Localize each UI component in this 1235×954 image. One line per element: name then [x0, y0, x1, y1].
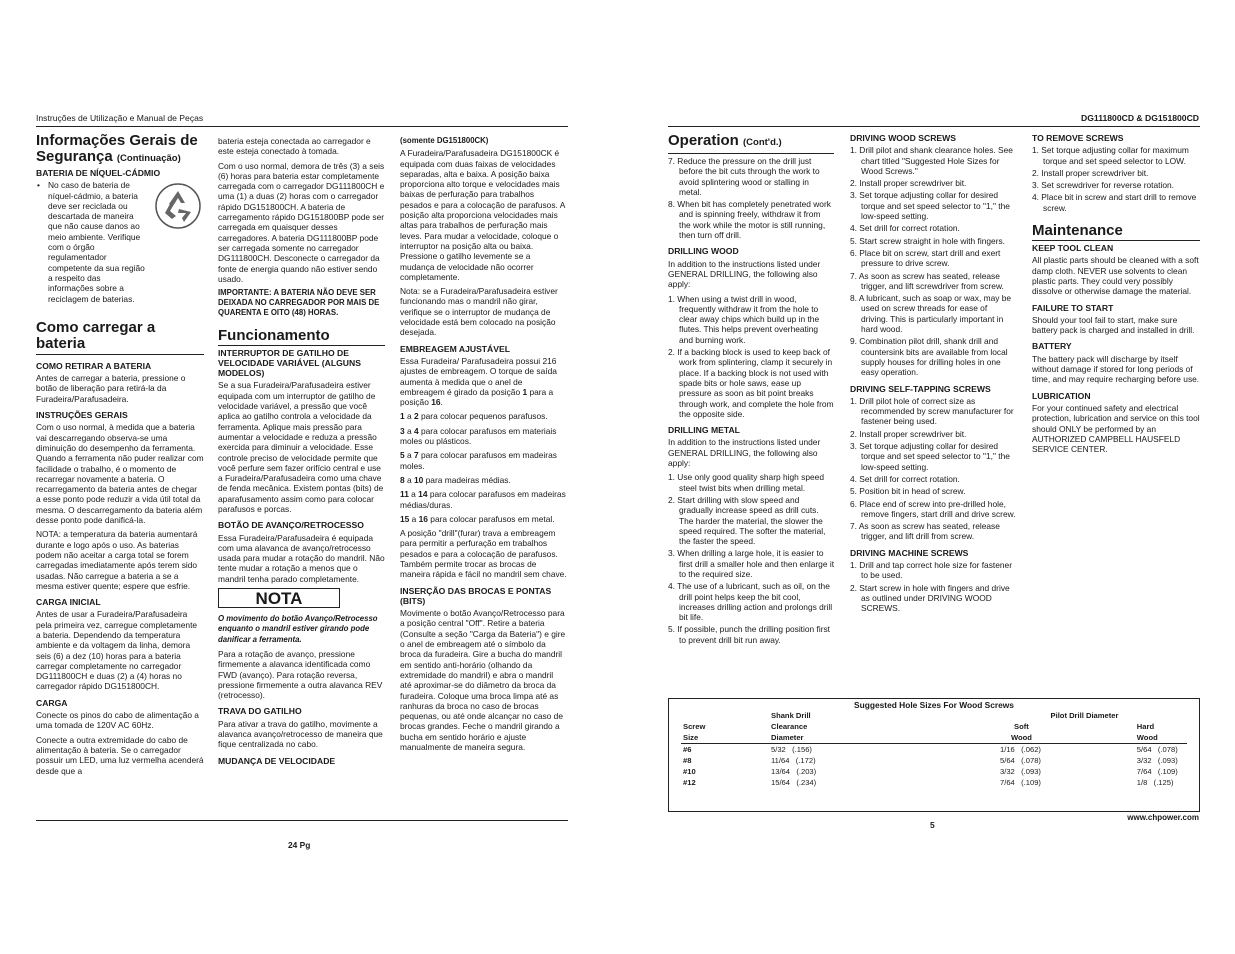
table-header-row-1: [681, 710, 1187, 721]
trigger-lock-text: Para ativar a trava do gatilho, movimente a alavanca avanço/retrocesso de maneira que fique centralizada no cabo.: [218, 718, 383, 750]
table-row: [681, 744, 1187, 756]
wood-screws-step-2: 2. Install proper screwdriver bit.: [850, 178, 967, 189]
drilling-wood-step-1: 1. When using a twist drill in wood, frequently withdraw it from the hole to clear away chips which build up in the flutes. This helps prevent overheating and burning work.: [668, 293, 820, 345]
gear-range-note: Nota: se a Furadeira/Parafusadeira estiver funcionando mas o mandril não girar, verifique se o interruptor de mudança de velocidade está bem colocado na posição desejada.: [400, 286, 558, 338]
table-header-row-2: [681, 721, 1187, 732]
header-screw-2: Size: [683, 733, 699, 742]
cell-size: #8: [683, 756, 692, 765]
machine-screws-step-1: 1. Drill and tap correct hole size for fastener to be used.: [850, 559, 1012, 581]
self-tapping-step-2: 2. Install proper screwdriver bit.: [850, 428, 967, 439]
battery-text: The battery pack will discharge by itself without damage if stored for long periods of time, and may require recharging before use.: [1032, 353, 1200, 385]
self-tapping-step-5: 5. Position bit in head of screw.: [850, 486, 966, 497]
header-shank-2: Clearance: [771, 722, 808, 731]
operation-steps: [668, 156, 834, 240]
charge-time-text: Com o uso normal, demora de três (3) a seis (6) horas para bateria estar completamente carregada com o carregador DG111800CH e uma (1) a duas (2) horas com o carregador rápido DG151800CH. A bateria de carregamento rápido DG151800BP pode ser carregada em quaisquer desses carregadores. A bateria DG111800BP pode ser carregada somente no carregador DG111800CH. Desconecte o carregador da fonte de energia quando não estiver sendo usado.: [218, 160, 385, 284]
general-instructions-heading: INSTRUÇÕES GERAIS: [36, 410, 128, 421]
insert-bits-heading: INSERÇÃO DAS BROCAS E PONTAS (BITS): [400, 585, 552, 606]
drilling-metal-steps: [668, 472, 834, 645]
failure-start-heading: FAILURE TO START: [1032, 302, 1114, 313]
header-hard-2: Wood: [1136, 733, 1158, 742]
left-page-header: Instruções de Utilização e Manual de Peças: [36, 113, 204, 123]
cell-shank: 5/32 (.156): [771, 745, 812, 754]
cell-hard: 5/64 (.078): [1136, 745, 1178, 754]
clutch-setting-1: 1 a 2 para colocar pequenos parafusos.: [400, 411, 548, 422]
cell-hard: 3/32 (.093): [1136, 756, 1178, 765]
clutch-setting-2: 3 a 4 para colocar parafusos em materiais moles ou plásticos.: [400, 425, 557, 447]
left-header-rule: [36, 126, 568, 127]
right-header-rule: [668, 126, 1200, 127]
self-tapping-heading: DRIVING SELF-TAPPING SCREWS: [850, 383, 991, 394]
nicad-text: • No caso de bateria de níquel-cádmio, a bateria deve ser reciclada ou descartada de maneira que não cause danos ao meio ambiente. Verifique com o órgão regulamentador competente da sua região a respeito das informações sobre a reciclagem de baterias.: [36, 180, 204, 304]
only-model-heading: (somente DG151800CK): [400, 136, 489, 145]
general-instructions-text: Com o uso normal, à medida que a bateria vai descarregando observa-se uma diminuição do desempenho da ferramenta. Quando a ferramenta não puder realizar com facilidade o trabalho, é o momento de recarregar novamente a bateria. O recarregamento da bateria antes de chegar a esse ponto pode reduzir a vida útil total da mesma. O descarregamento da bateria além desse ponto pode danificá-la.: [36, 422, 204, 526]
drilling-wood-intro: In addition to the instructions listed under GENERAL DRILLING, the following also apply:: [668, 258, 821, 290]
drilling-wood-steps: [668, 294, 834, 420]
nicad-heading: BATERIA DE NÍQUEL-CÁDMIO: [36, 168, 161, 178]
wood-screws-step-9: 9. Combination pilot drill, shank drill and countersink bits are available from local supply houses for drilling holes in one easy operation.: [850, 336, 1008, 378]
forward-rotation-text: Para a rotação de avanço, pressione firmemente a alavanca identificada como FWD (avanço). Para rotação reversa, pressione firmemente a outra alavanca REV (retrocesso).: [218, 648, 383, 701]
nota-text: O movimento do botão Avanço/Retrocesso enquanto o mandril estiver girando pode danificar a ferramenta.: [218, 614, 378, 644]
wood-screws-step-4: 4. Set drill for correct rotation.: [850, 223, 960, 234]
charge-heading: CARGA: [36, 697, 68, 708]
drilling-metal-step-1: 1. Use only good quality sharp high speed steel twist bits when drilling metal.: [668, 472, 824, 493]
drilling-wood-heading: DRILLING WOOD: [668, 246, 739, 257]
remove-screws-heading: TO REMOVE SCREWS: [1032, 133, 1124, 143]
right-page-number: 5: [930, 820, 935, 830]
important-warning: IMPORTANTE: A BATERIA NÃO DEVE SER DEIXADA NO CARREGADOR POR MAIS DE QUARENTA E OITO (48) HORAS.: [218, 288, 380, 317]
cell-soft: 3/32 (.093): [1000, 767, 1041, 776]
initial-charge-heading: CARGA INICIAL: [36, 597, 101, 608]
gear-range-text: A Furadeira/Parafusadeira DG151800CK é equipada com duas faixas de velocidades separadas, alta e baixa. A posição baixa proporciona alto torque e velocidades mais baixas de perfuração para trabalhos pesados e para a colocação de parafusos. A posição alta proporciona velocidades mais altas para trabalhos de perfuração mais leves. Para mudar a velocidade, coloque o interruptor na posição alta ou baixa. Pressione o gatilho levemente se a mudança de velocidade não ocorrer completamente.: [400, 148, 565, 282]
section-title-operation: Operation (Cont'd.): [668, 133, 834, 154]
header-shank-1: Shank Drill: [771, 711, 811, 720]
lubrication-text: For your continued safety and electrical protection, lubrication and service on this tool should ONLY be performed by an AUTHORIZED CAMPBELL HAUSFELD SERVICE CENTER.: [1032, 402, 1200, 455]
drill-position-text: A posição "drill"(furar) trava a embreagem para permitir a perfuração em trabalhos pesados e para a colocação de parafusos. Também permite trocar as brocas de maneira rápida e fácil no mandril sem chave.: [400, 528, 567, 580]
drilling-wood-step-2: 2. If a backing block is used to keep back of work from splintering, clamp it securely in place. If a backing block is not used with spade bits or hole saws, ease up pressure as soon as bit point breaks through work, and complete the hole from the opposite side.: [668, 347, 834, 419]
keep-clean-heading: KEEP TOOL CLEAN: [1032, 243, 1114, 254]
left-footer-rule: [36, 820, 568, 821]
wood-screws-step-5: 5. Start screw straight in hole with fingers.: [850, 235, 1006, 246]
hole-sizes-table: [681, 710, 1187, 788]
table-row: [681, 777, 1187, 788]
wood-screws-step-3: 3. Set torque adjusting collar for desired torque and set speed selector to "1," the low-speed setting.: [850, 190, 1010, 222]
drilling-metal-intro: In addition to the instructions listed under GENERAL DRILLING, the following also apply:: [668, 437, 821, 469]
speed-change-heading: MUDANÇA DE VELOCIDADE: [218, 755, 336, 766]
website-link[interactable]: www.chpower.com: [1127, 813, 1199, 822]
operation-step-2: 8. When bit has completely penetrated work and is spinning freely, withdraw it from the work while the motor is still running, then turn off drill.: [668, 199, 831, 241]
clutch-setting-3: 5 a 7 para colocar parafusos em madeiras moles.: [400, 450, 557, 471]
charger-continued-text: bateria esteja conectada ao carregador e este esteja conectado à tomada.: [218, 136, 371, 157]
table-header-row-3: [681, 732, 1187, 744]
remove-screws-steps: [1032, 145, 1200, 213]
battery-heading: BATTERY: [1032, 341, 1072, 352]
clutch-text: Essa Furadeira/ Parafusadeira possui 216 ajustes de embreagem. O torque de saída aumenta à medida que o anel de embreagem é girado da posição 1 para a posição 16.: [400, 355, 557, 408]
wood-screws-step-7: 7. As soon as screw has seated, release trigger, and lift screwdriver from screw.: [850, 270, 1004, 291]
remove-battery-heading: COMO RETIRAR A BATERIA: [36, 360, 152, 371]
adjustable-clutch-heading: EMBREAGEM AJUSTÁVEL: [400, 343, 510, 354]
charge-text-1: Conecte os pinos do cabo de alimentação a uma tomada de 120V AC 60Hz.: [36, 710, 199, 731]
section-title-operation-pt: Funcionamento: [218, 328, 385, 346]
wood-screws-steps: [850, 145, 1016, 377]
drilling-metal-heading: DRILLING METAL: [668, 425, 740, 436]
self-tapping-step-1: 1. Drill pilot hole of correct size as recommended by screw manufacturer for fastener being used.: [850, 395, 1014, 427]
cell-shank: 11/64 (.172): [771, 756, 816, 765]
column-4: [668, 133, 834, 647]
column-5: [850, 133, 1016, 615]
wood-screws-step-6: 6. Place bit on screw, start drill and exert pressure to drive screw.: [850, 247, 1001, 269]
section-title-charging: Como carregar a bateria: [36, 320, 204, 355]
machine-screws-heading: DRIVING MACHINE SCREWS: [850, 547, 969, 558]
remove-screws-step-1: 1. Set torque adjusting collar for maximum torque and set speed selector to LOW.: [1032, 145, 1189, 166]
hole-sizes-table-box: [668, 698, 1200, 812]
trigger-switch-heading: INTERRUPTOR DE GATILHO DE VELOCIDADE VARIÁVEL (ALGUNS MODELOS): [218, 347, 361, 379]
remove-battery-text: Antes de carregar a bateria, pressione o botão de liberação para retirá-la da Furadeira/Parafusadeira.: [36, 373, 186, 404]
cell-hard: 1/8 (.125): [1136, 778, 1174, 787]
header-screw-1: Screw: [683, 722, 706, 731]
header-soft-1: Soft: [1014, 722, 1029, 731]
forward-reverse-heading: BOTÃO DE AVANÇO/RETROCESSO: [218, 520, 364, 531]
drilling-metal-step-4: 4. The use of a lubricant, such as oil, on the drill point helps keep the bit cool, increases drilling action and prolongs drill bit life.: [668, 581, 833, 623]
cell-size: #6: [683, 745, 692, 754]
machine-screws-step-2: 2. Start screw in hole with fingers and drive as outlined under DRIVING WOOD SCREWS.: [850, 582, 1010, 614]
cell-soft: 7/64 (.109): [1000, 778, 1041, 787]
cell-shank: 15/64 (.234): [771, 778, 817, 787]
self-tapping-step-7: 7. As soon as screw has seated, release trigger, and lift drill from screw.: [850, 521, 1000, 542]
column-3: [400, 136, 567, 756]
table-row: [681, 766, 1187, 777]
cell-soft: 1/16 (.062): [1000, 745, 1041, 754]
nicad-block: [36, 180, 204, 304]
drilling-metal-step-5: 5. If possible, punch the drilling position first to prevent drill bit run away.: [668, 624, 831, 645]
self-tapping-step-4: 4. Set drill for correct rotation.: [850, 473, 960, 484]
clutch-setting-4: 8 a 10 para madeiras médias.: [400, 474, 511, 485]
header-pilot: Pilot Drill Diameter: [1050, 711, 1119, 720]
battery-temperature-note: NOTA: a temperatura da bateria aumentará durante e logo após o uso. As baterias podem não aceitar a carga total se forem carregadas imediatamente após terem sido usadas. Não carregue a bateria a se a mesma estiver quente; espere que esfrie.: [36, 529, 198, 591]
drilling-metal-step-3: 3. When drilling a large hole, it is easier to first drill a smaller hole and then enlarge it to the required size.: [668, 548, 835, 579]
wood-screws-step-1: 1. Drill pilot and shank clearance holes. See chart titled "Suggested Hole Sizes for Wood Screws.": [850, 145, 1013, 176]
section-title-safety: Informações Gerais de Segurança (Continuação): [36, 132, 198, 165]
insert-bits-text: Movimente o botão Avanço/Retrocesso para a posição central "Off". Retire a bateria (Consulte a seção "Carga da Bateria") e gire o anel de embreagem até o símbolo da broca da furadeira. Gire a bucha do mandril em sentido anti-horário (olhando da extremidade do mandril) e abra o mandril até aproximar-se do diâmetro da broca da furadeira. Coloque uma broca limpa até as ranhuras da broca no caso de brocas pequenas, ou até onde alcançar no caso de brocas grandes. Feche o mandril girando a bucha em sentido horário e ajuste manualmente de maneira segura.: [400, 608, 566, 753]
initial-charge-text: Antes de usar a Furadeira/Parafusadeira pela primeira vez, carregue completamente a bateria. Dependendo da temperatura ambiente e da voltagem da linha, demora seis (6) a dez (10) horas para a bateria carregar completamente no carregador DG111800CH e duas (2) a (4) horas no carregador rápido DG151800CH.: [36, 609, 198, 692]
self-tapping-step-6: 6. Place end of screw into pre-drilled hole, remove fingers, start drill and drive screw.: [850, 498, 1016, 519]
wood-screws-heading: DRIVING WOOD SCREWS: [850, 133, 956, 143]
operation-step-1: 7. Reduce the pressure on the drill just before the bit cuts through the work to avoid splintering wood or stalling in metal.: [668, 156, 820, 197]
cell-size: #10: [683, 767, 696, 776]
cell-size: #12: [683, 778, 696, 787]
clutch-settings-list: [400, 411, 567, 524]
header-hard-1: Hard: [1136, 722, 1155, 731]
wood-screws-step-8: 8. A lubricant, such as soap or wax, may be used on screw threads for ease of driving. This is particularly important in hard wood.: [850, 293, 1012, 335]
self-tapping-steps: [850, 396, 1016, 542]
charge-text-2: Conecte a outra extremidade do cabo de alimentação à bateria. Se o carregador possuir um LED, uma luz vermelha acenderá desde que a: [36, 734, 204, 776]
remove-screws-step-2: 2. Install proper screwdriver bit.: [1032, 167, 1149, 178]
column-1: [36, 133, 204, 780]
clutch-setting-6: 15 a 16 para colocar parafusos em metal.: [400, 513, 555, 524]
trigger-lock-heading: TRAVA DO GATILHO: [218, 706, 302, 717]
cell-soft: 5/64 (.078): [1000, 756, 1041, 765]
clutch-setting-5: 11 a 14 para colocar parafusos em madeiras médias/duras.: [400, 489, 566, 510]
remove-screws-step-3: 3. Set screwdriver for reverse rotation.: [1032, 180, 1174, 191]
self-tapping-step-3: 3. Set torque adjusting collar for desired torque and set speed selector to "1," the low-speed setting.: [850, 441, 1010, 472]
trigger-switch-text: Se a sua Furadeira/Parafusadeira estiver equipada com um interruptor de gatilho de velocidade variável, a pressão que você aplica ao gatilho controla a velocidade da ferramenta. Aplique mais pressão para aumentar a velocidade e reduza a pressão exercida para diminuir a velocidade. Esse controle preciso de velocidade permite que você perfure sem fazer orifício central e use a Furadeira/Parafusadeira como uma chave de fenda mecânica. Existem pontas (bits) de aparafusamento assim como para colocar parafusos e porcas.: [218, 380, 384, 514]
section-title-maintenance: Maintenance: [1032, 223, 1200, 241]
table-title: Suggested Hole Sizes For Wood Screws: [854, 700, 1014, 710]
nota-box: NOTA: [218, 588, 340, 608]
lubrication-heading: LUBRICATION: [1032, 390, 1091, 401]
machine-screws-steps: [850, 560, 1016, 613]
forward-reverse-text: Essa Furadeira/Parafusadeira é equipada com uma alavanca de avanço/retrocesso usada para mudar a rotação do mandril. Não tente mudar a rotação a menos que o mandril tenha parado completamente.: [218, 532, 385, 584]
drilling-metal-step-2: 2. Start drilling with slow speed and gradually increase speed as drill cuts. The harder the material, the slower the speed required. The softer the material, the faster the speed.: [668, 494, 826, 547]
keep-clean-text: All plastic parts should be cleaned with a soft damp cloth. NEVER use solvents to clean plastic parts. They could very possibly dissolve or otherwise damage the material.: [1032, 255, 1199, 297]
failure-start-text: Should your tool fail to start, make sure battery pack is charged and installed in drill.: [1032, 314, 1195, 336]
remove-screws-step-4: 4. Place bit in screw and start drill to remove screw.: [1032, 192, 1197, 213]
left-page-number: 24 Pg: [288, 840, 311, 850]
table-row: [681, 755, 1187, 766]
header-soft-2: Wood: [1011, 733, 1032, 742]
header-shank-3: Diameter: [771, 733, 804, 742]
cell-hard: 7/64 (.109): [1136, 767, 1178, 776]
right-page-header: DG111800CD & DG151800CD: [1081, 113, 1199, 123]
column-6: [1032, 133, 1200, 458]
cell-shank: 13/64 (.203): [771, 767, 817, 776]
column-2: [218, 136, 385, 768]
